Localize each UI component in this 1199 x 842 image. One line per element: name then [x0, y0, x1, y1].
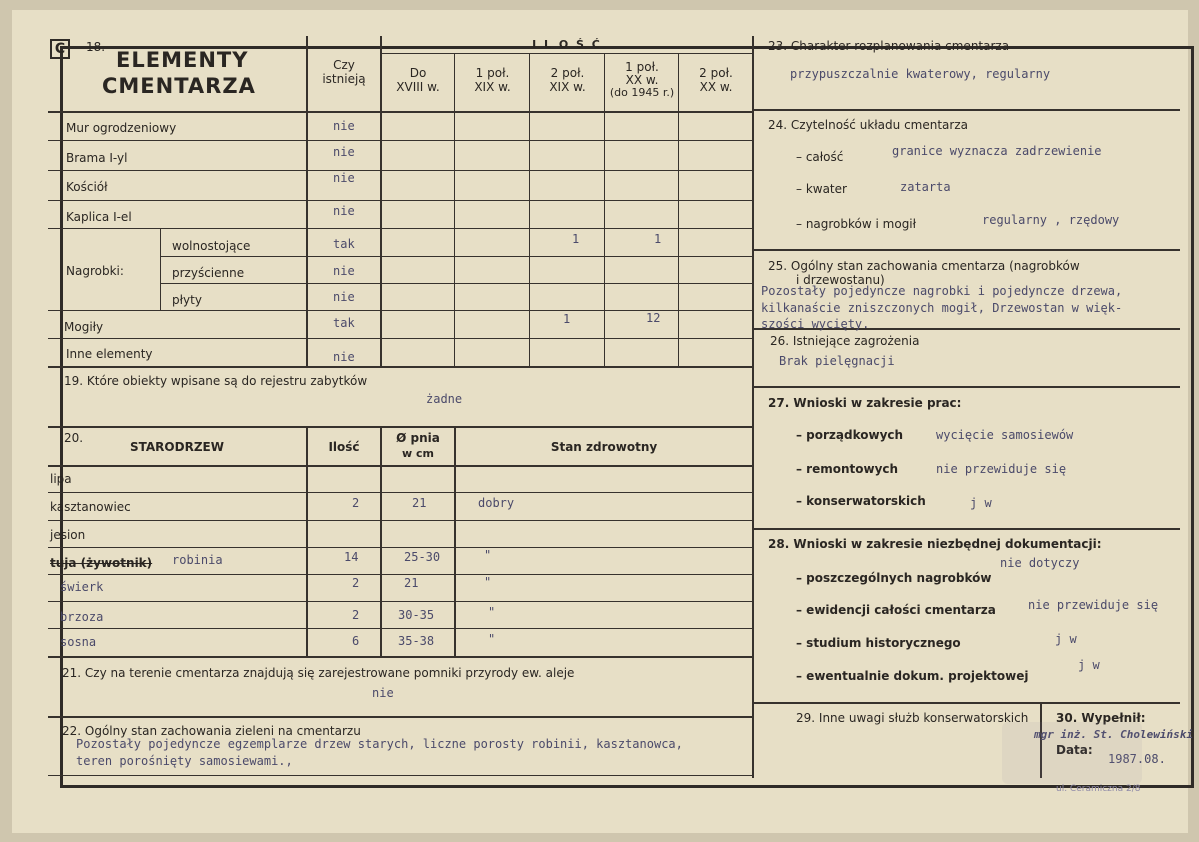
divider [752, 249, 1180, 251]
nagrobki-plyty: płyty [172, 293, 202, 307]
col-czy-istnieja-2: istnieją [322, 72, 366, 86]
q28-item-studium: – studium historycznego [796, 636, 961, 650]
tree-jesion: jesion [50, 528, 86, 542]
q22-line1: Pozostały pojedyncze egzemplarze drzew starych, liczne porosty robinii, kasztanowca, [76, 737, 683, 751]
column-divider [752, 36, 754, 778]
inne-value: nie [333, 350, 355, 364]
divider [48, 170, 752, 171]
tree-tuja-stan: " [484, 548, 492, 562]
tree-sosna-pien: 35-38 [398, 634, 435, 648]
nagrobki-przyscienne-value: nie [333, 264, 355, 278]
divider [48, 426, 752, 428]
q30-date: 1987.08. [1108, 752, 1166, 766]
nagrobki-wolnostojace-value: tak [333, 237, 355, 251]
q20-title: STARODRZEW [130, 440, 224, 454]
q27-item-konserwatorskich: – konserwatorskich [796, 494, 926, 508]
divider [48, 338, 752, 339]
period-3-b: XIX w. [549, 80, 586, 94]
divider [678, 54, 679, 366]
q28-item-ewidencji: – ewidencji całości cmentarza [796, 603, 996, 617]
tree-swierk: świerk [60, 580, 104, 594]
q27-label: 27. Wnioski w zakresie prac: [768, 396, 962, 410]
q24-label: 24. Czytelność układu cmentarza [768, 118, 968, 132]
divider [48, 656, 752, 658]
divider [752, 109, 1180, 111]
q28-item-ewidencji-answer: nie przewiduje się [1028, 598, 1159, 612]
col-czy-istnieja: Czy [333, 58, 355, 72]
divider [160, 283, 752, 284]
period-5-b: XX w. [699, 80, 733, 94]
q30-filled-by: mgr inż. St. Cholewiński [1034, 728, 1193, 741]
divider [48, 492, 752, 493]
q23-answer: przypuszczalnie kwaterowy, regularny [790, 67, 1051, 81]
tree-kasztanowiec: kasztanowiec [50, 500, 131, 514]
period-5: 2 poł. [699, 66, 733, 80]
q22-line2: teren porośnięty samosiewami., [76, 754, 293, 768]
q23-label: 23. Charakter rozplanowania cmentarza [768, 39, 1010, 53]
divider [48, 775, 752, 776]
q24-item-calosc: – całość [796, 150, 844, 164]
q25-label: 25. Ogólny stan zachowania cmentarza (nagrobków [768, 259, 1080, 273]
nagrobki-przyscienne: przyścienne [172, 266, 245, 280]
q19-answer: żadne [426, 392, 463, 406]
row-value-kaplica: nie [333, 204, 355, 218]
period-4-c: (do 1945 r.) [609, 86, 675, 99]
row-label-kaplica: Kaplica I-el [66, 210, 132, 224]
divider [48, 228, 752, 229]
period-3: 2 poł. [550, 66, 585, 80]
divider [48, 366, 752, 368]
q22-label: 22. Ogólny stan zachowania zieleni na cmentarzu [62, 724, 361, 738]
tree-kasztanowiec-ilosc: 2 [352, 496, 360, 510]
divider [48, 601, 752, 602]
period-2-b: XIX w. [474, 80, 511, 94]
divider [48, 574, 752, 575]
q27-item-remontowych-answer: nie przewiduje się [936, 462, 1067, 476]
divider [48, 140, 752, 141]
period-1: Do [409, 66, 427, 80]
nagrobki-label: Nagrobki: [66, 264, 124, 278]
divider [160, 256, 752, 257]
tree-swierk-stan: " [484, 575, 492, 589]
q27-item-konserwatorskich-answer: j w [970, 496, 992, 510]
period-1-b: XVIII w. [396, 80, 440, 94]
section-letter: C [50, 39, 70, 59]
row-label-kosciol: Kościół [66, 180, 108, 194]
q28-item-nagrobkow-answer: nie dotyczy [1000, 556, 1080, 570]
tree-tuja-pien: 25-30 [404, 550, 441, 564]
ilosc-header: I L O Ś Ć [532, 38, 602, 51]
q21-answer: nie [372, 686, 394, 700]
record-card [12, 10, 1193, 833]
q28-item-projektowej: – ewentualnie dokum. projektowej [796, 669, 1029, 683]
divider [604, 54, 605, 366]
q30-date-label: Data: [1056, 743, 1093, 757]
section-title-2: CMENTARZA [102, 74, 256, 98]
q25-line2: kilkanaście zniszczonych mogił, Drzewostan w więk- [761, 301, 1123, 315]
q20-col-pien-2: w cm [402, 447, 434, 460]
divider [160, 228, 161, 310]
tree-sosna-stan: " [488, 632, 496, 646]
q24-item-nagrobkow: – nagrobków i mogił [796, 217, 917, 231]
mogily-value: tak [333, 316, 355, 330]
q24-item-kwater-answer: zatarta [900, 180, 951, 194]
q24-item-kwater: – kwater [796, 182, 847, 196]
q28-item-studium-answer: j w [1055, 632, 1077, 646]
tree-sosna: sosna [60, 635, 97, 649]
row-label-brama: Brama I-yl [66, 151, 128, 165]
period-4-b: XX w. [625, 73, 659, 87]
divider [48, 716, 752, 718]
tree-kasztanowiec-stan: dobry [478, 496, 515, 510]
q27-item-porzadkowych: – porządkowych [796, 428, 904, 442]
period-4: 1 poł. [625, 60, 659, 74]
divider [48, 547, 752, 548]
divider [454, 426, 456, 656]
divider [380, 426, 382, 656]
divider [48, 520, 752, 521]
divider [529, 54, 530, 366]
q27-item-remontowych: – remontowych [796, 462, 899, 476]
tree-tuja-ilosc: 14 [344, 550, 359, 564]
row-value-mur: nie [333, 119, 355, 133]
row-label-mur: Mur ogrodzeniowy [66, 121, 177, 135]
q24-item-nagrobkow-answer: regularny , rzędowy [982, 213, 1120, 227]
q28-item-projektowej-answer: j w [1078, 658, 1100, 672]
inne-label: Inne elementy [66, 347, 153, 361]
tree-brzoza: brzoza [60, 610, 104, 624]
tree-swierk-ilosc: 2 [352, 576, 360, 590]
mogily-label: Mogiły [64, 320, 104, 334]
tree-robinia: robinia [172, 553, 223, 567]
tree-lipa: lipa [50, 472, 72, 486]
divider [48, 111, 752, 113]
mogily-p3: 1 [563, 312, 571, 326]
tree-swierk-pien: 21 [404, 576, 419, 590]
q27-item-porzadkowych-answer: wycięcie samosiewów [936, 428, 1074, 442]
divider [48, 200, 752, 201]
period-2: 1 poł. [475, 66, 510, 80]
q19-label: 19. Które obiekty wpisane są do rejestru zabytków [64, 374, 368, 388]
stamp-mark [1002, 722, 1142, 784]
tree-brzoza-stan: " [488, 605, 496, 619]
tree-brzoza-ilosc: 2 [352, 608, 360, 622]
q20-number: 20. [64, 431, 84, 445]
q25-label-2: i drzewostanu) [796, 273, 885, 287]
q21-label: 21. Czy na terenie cmentarza znajdują się zarejestrowane pomniki przyrody ew. aleje [62, 666, 575, 680]
tree-brzoza-pien: 30-35 [398, 608, 435, 622]
q20-col-ilosc: Ilość [328, 440, 360, 454]
tree-tuja: tuja (żywotnik) [50, 556, 153, 570]
mogily-p4: 12 [646, 311, 661, 325]
nagrobki-wolnostojace-p4: 1 [654, 232, 662, 246]
divider [752, 702, 1180, 704]
q28-label: 28. Wnioski w zakresie niezbędnej dokumentacji: [768, 537, 1102, 551]
nagrobki-plyty-value: nie [333, 290, 355, 304]
section-number: 18. [86, 40, 106, 54]
q24-item-calosc-answer: granice wyznacza zadrzewienie [892, 144, 1102, 158]
row-value-brama: nie [333, 145, 355, 159]
q25-line1: Pozostały pojedyncze nagrobki i pojedyncze drzewa, [761, 284, 1123, 298]
row-value-kosciol: nie [333, 171, 355, 185]
q20-col-stan: Stan zdrowotny [550, 440, 658, 454]
q26-answer: Brak pielęgnacji [779, 354, 895, 368]
q26-label: 26. Istniejące zagrożenia [770, 334, 920, 348]
stamp-text: ul. Ceramiczna 2/8 [1056, 784, 1141, 794]
nagrobki-wolnostojace-p3: 1 [572, 232, 580, 246]
divider [752, 386, 1180, 388]
divider [752, 528, 1180, 530]
q30-label: 30. Wypełnił: [1056, 711, 1146, 725]
q28-item-nagrobkow: – poszczególnych nagrobków [796, 571, 992, 585]
q29-label: 29. Inne uwagi służb konserwatorskich [796, 711, 1029, 725]
q20-col-pien: Ø pnia [396, 431, 440, 445]
divider [48, 628, 752, 629]
divider [306, 426, 308, 656]
divider [48, 465, 752, 467]
divider [454, 54, 455, 366]
nagrobki-wolnostojace: wolnostojące [172, 239, 251, 253]
tree-sosna-ilosc: 6 [352, 634, 360, 648]
section-title: ELEMENTY [116, 48, 249, 72]
q25-line3: szości wycięty. [761, 317, 870, 331]
tree-kasztanowiec-pien: 21 [412, 496, 427, 510]
divider [380, 53, 752, 54]
